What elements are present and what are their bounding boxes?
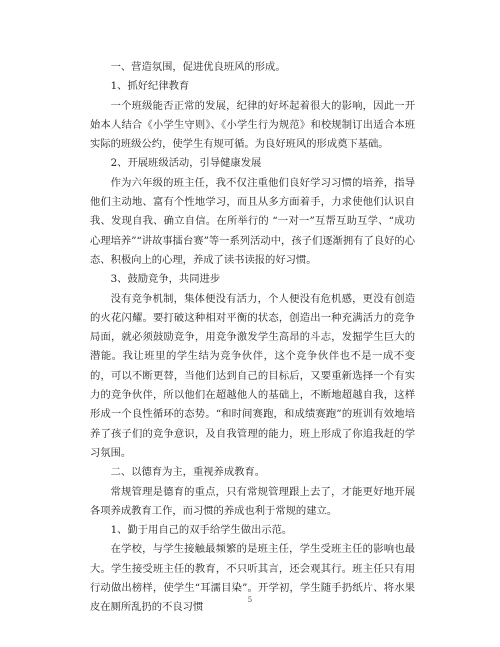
body-text	[90, 58, 415, 618]
paragraph-competition: 没有竞争机制，集体便没有活力，个人便没有危机感，更没有创造的火花闪耀。要打破这种相对平衡的状态，创造出一种充满活力的竞争局面，就必须鼓励竞争，用竞争激发学生高昂的斗志，发掘学生巨大的潜能。我让班里的学生结为竞争伙伴，这个竞争伙伴也不是一成不变的，可以不断更替，当他们达到自己的目标后，又要重新选择一个有实力的竞争伙伴，所以他们在超越他人的基础上，不断地超越自我，这样形成一个良性循环的态势。“和时间赛跑，和成绩赛跑”的班训有效地培养了孩子们的竞争意识，及自我管理的能力，班上形成了你追我赶的学习氛围。	[90, 292, 415, 459]
subheading-discipline: 1、抓好纪律教育	[110, 80, 190, 93]
subheading-example: 1、勤于用自己的双手给学生做出示范。	[110, 524, 293, 537]
paragraph-discipline: 一个班级能否正常的发展，纪律的好坏起着很大的影响，因此一开始本人结合《小学生守则》、《小学生行为规范》和校规制订出适合本班实际的班级公约，使学生有规可循。为良好班风的形成奠下基础。	[90, 99, 415, 151]
section-heading-2: 二、以德育为主，重视养成教育。	[110, 466, 266, 479]
page-number: 5	[247, 596, 253, 604]
paragraph-example: 在学校，与学生接触最频繁的是班主任，学生受班主任的影响也最大。学生接受班主任的教育，不只听其言，还会观其行。班主任只有用行动做出榜样，使学生“耳濡目染”。开学初，学生随手扔纸片、将水果皮在厕所乱扔的不良习惯	[90, 543, 415, 614]
paragraph-activities: 作为六年级的班主任，我不仅注重他们良好学习习惯的培养，指导他们主动地、富有个性地学习，而且从多方面着手，力求使他们认识自我、发现自我、确立自信。在所举行的 “一对一”互帮互助互学、“成功心理培养”“讲故事擂台赛”等一系列活动中，孩子们逐渐拥有了良好的心态、积极向上的心理，养成了读书读报的好习惯。	[90, 176, 415, 266]
section-heading-1: 一、营造氛围，促进优良班风的形成。	[110, 61, 286, 73]
subheading-competition: 3、鼓励竞争，共同进步	[110, 273, 221, 286]
subheading-activities: 2、开展班级活动，引导健康发展	[110, 157, 262, 170]
paragraph-routine: 常规管理是德育的重点，只有常规管理跟上去了，才能更好地开展各项养成教育工作，而习惯的养成也利于常规的建立。	[90, 485, 415, 517]
